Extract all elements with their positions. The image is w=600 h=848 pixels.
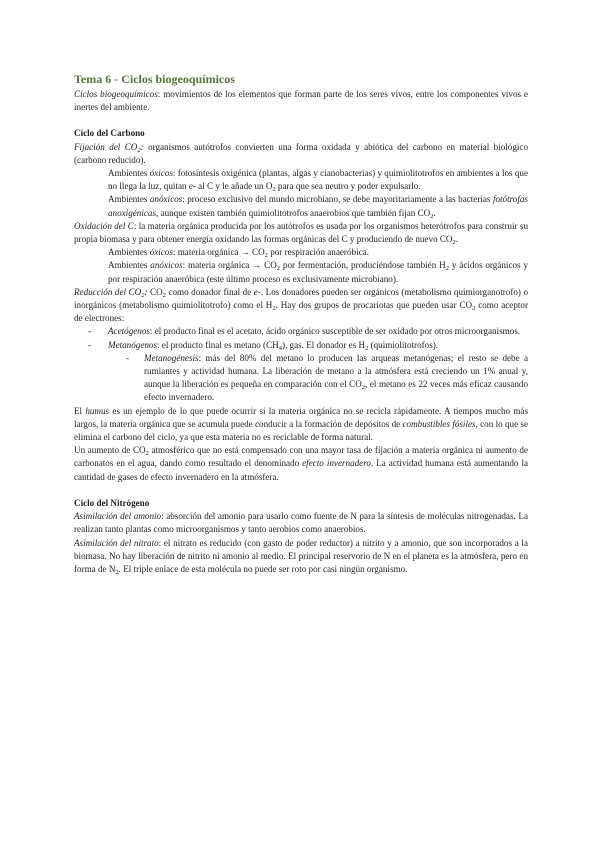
document-page [74, 72, 528, 576]
fijacion-anoxicos: Ambientes anóxicos: proceso exclusivo del mundo microbiano, se debe mayoritariamente a las bacterias fotótrofas anoxigénicas, aunque existen también quimiolitotrofos anaerobios que también fijan $CO_2$. [108, 194, 528, 220]
list-item-metanogenesis: - Metanogénesis: más del 80% del metano lo producen las arqueas metanógenas; el resto se debe a rumiantes y actividad humana. La liberación de metano a la atmósfera está creciendo un 1% anual y, aunque la liberación es pequeña en comparación con el $CO_2$, el metano es 22 veces más eficaz causando efecto invernadero. [126, 352, 528, 403]
section-heading-nitrogeno: Ciclo del Nitrógeno [74, 497, 150, 508]
amonio-paragraph: Asimilación del amonio: absorción del amonio para usarlo como fuente de N para la síntesis de moléculas nitrogenadas. La realizan tanto plantas como microorganismos y tanto aerobios como anaerobios. [74, 511, 528, 535]
nitrato-paragraph: Asimilación del nitrato: el nitrato es reducido (con gasto de poder reductor) a nitrito y a amonio, que son incorporados a la biomasa. No hay liberación de nitrito ni amonio al medio. El principal reservorio de N en el planeta es la atmósfera, pero en forma de $N_2$. El triple enlace de esta molécula no puede ser roto por casi ningún organismo. [74, 537, 528, 576]
list-item-acetogenos: - Acetógenos: el producto final es el acetato, ácido orgánico susceptible de ser oxidado por otros microorganismos. [88, 326, 521, 337]
humus-paragraph: El humus es un ejemplo de lo que puede ocurrir si la materia orgánica no se recicla rápidamente. A tiempos mucho más largos, la materia orgánica que se acumula puede conducir a la formación de depósitos de combustibles fósiles, con lo que se elimina el carbono del ciclo, ya que esta materia no es reciclable de forma natural. [74, 405, 528, 443]
reduccion-paragraph: Reducción del $CO_2$: $CO_2$ como donador final de e-. Los donadores pueden ser orgánicos (metabolismo quimiorganotrofo) o inorgánicos (metabolismo quimiolitotrofo) como el $H_2$. Hay dos grupos de procariotas que pueden usar $CO_2$ como aceptor de electrones: [74, 286, 529, 324]
fijacion-paragraph: Fijación del $CO_2$: organismos autótrofos convierten una forma oxidada y abiótica del carbono en material biológico (carbono reducido). [74, 141, 528, 165]
oxidacion-paragraph: Oxidación del C: la materia orgánica producida por los autótrofos es usada por los organismos heterótrofos para construir su propia biomasa y para obtener energía oxidando las formas orgánicas del C y produciendo de nuevo $CO_2$. [74, 220, 528, 247]
intro-paragraph: Ciclos biogeoquímicos: movimientos de los elementos que forman parte de los seres vivos, entre los componentes vivos e inertes del ambiente. [74, 89, 528, 113]
aumento-paragraph: Un aumento de $CO_2$ atmosférico que no está compensado con una mayor tasa de fijación a materia orgánica ni aumento de carbonatos en el agua, dando como resultado el denominado efecto invernadero. La actividad humana está aumentando la cantidad de gases de efecto invernadero en la atmósfera. [74, 445, 529, 482]
intro-term: Ciclos biogeoquímicos [74, 89, 158, 99]
document-title: Tema 6 - Ciclos biogeoquímicos [74, 72, 235, 86]
oxidacion-oxicos: Ambientes óxicos: materia orgánica → $CO_2$ por respiración anaeróbica. [108, 247, 369, 260]
list-item-metanogenos: - Metanógenos: el producto final es metano $(CH_4)$, gas. El donador es $H_2$ (quimiolitotrofos). [88, 339, 439, 352]
fijacion-oxicos: Ambientes óxicos: fotosíntesis oxigénica (plantas, algas y cianobacterias) y quimiolitotrofos en ambientes a los que no llega la luz, quitan e- al C y le añade un $O_2$ para que sea neutro y poder expulsarlo. [108, 168, 528, 194]
section-heading-carbono: Ciclo del Carbono [74, 128, 145, 139]
oxidacion-anoxicos: Ambientes anóxicos: materia orgánica → $CO_2$ por fermentación, produciéndose también $H_2$ y ácidos orgánicos y por respiración anaeróbica (este último proceso es exclusivamente microbiano). [108, 260, 529, 284]
